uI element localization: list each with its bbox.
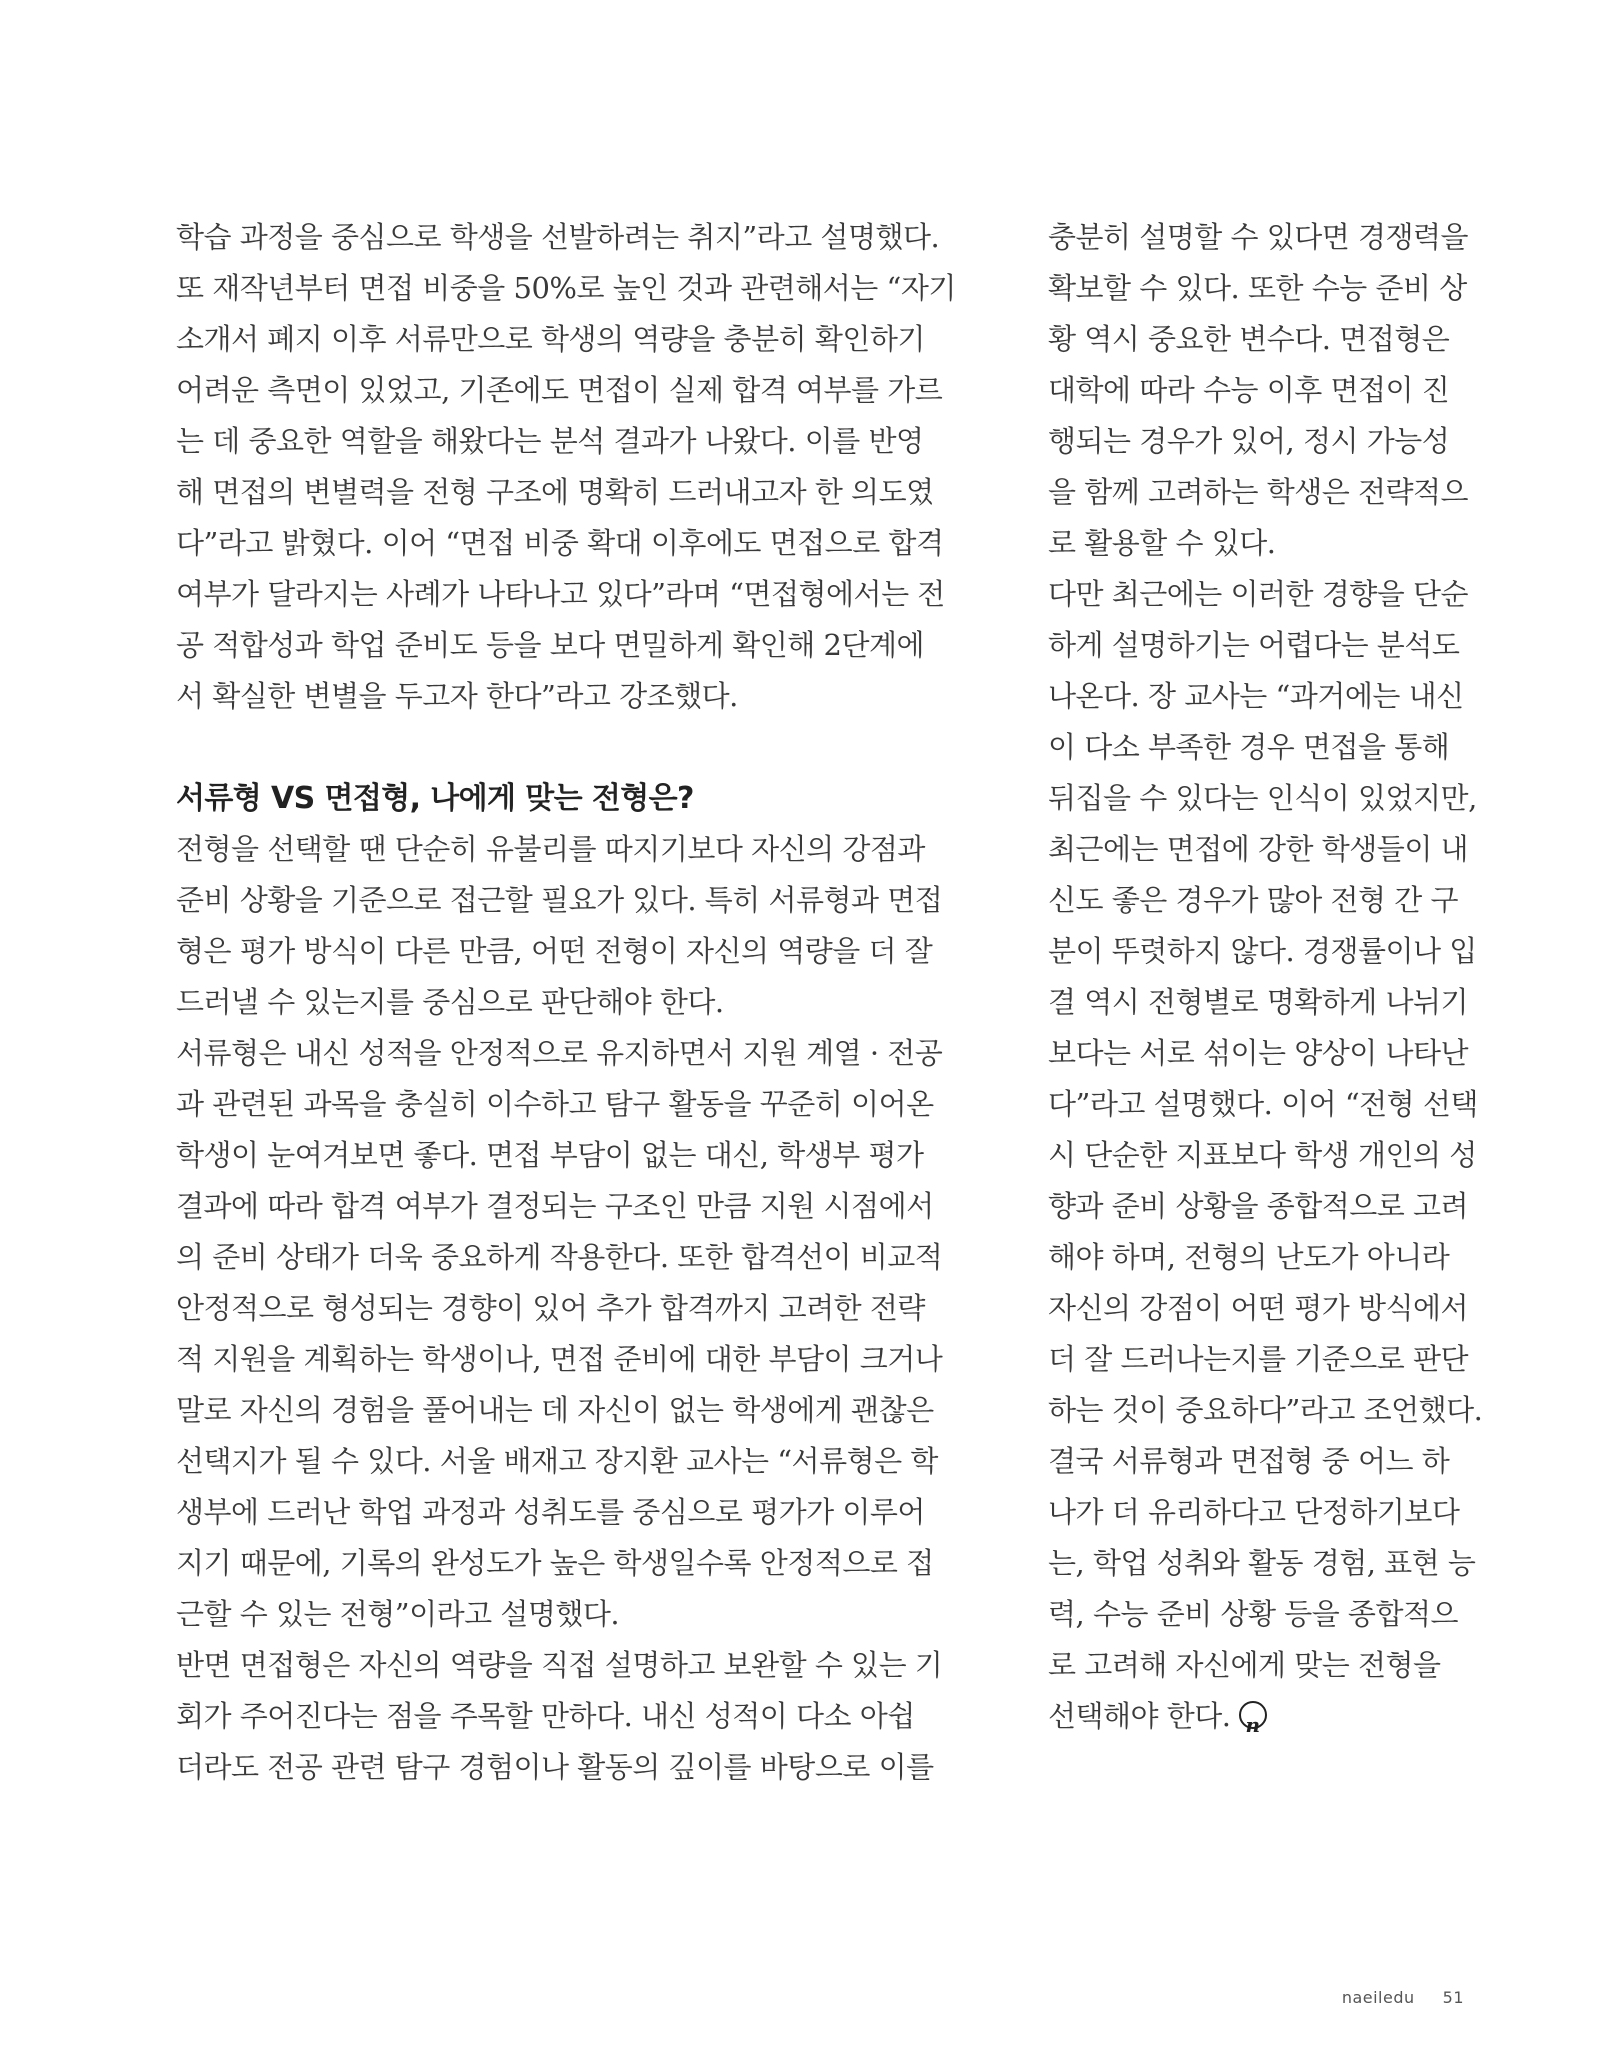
text-line: 학생이 눈여겨보면 좋다. 면접 부담이 없는 대신, 학생부 평가 [176, 1138, 924, 1172]
text-line: 나가 더 유리하다고 단정하기보다 [1048, 1495, 1460, 1529]
text-line: 결 역시 전형별로 명확하게 나뉘기 [1048, 985, 1469, 1019]
text-line: 안정적으로 형성되는 경향이 있어 추가 합격까지 고려한 전략 [176, 1291, 925, 1325]
text-line: 의 준비 상태가 더욱 중요하게 작용한다. 또한 합격선이 비교적 [176, 1240, 943, 1274]
text-line: 확보할 수 있다. 또한 수능 준비 상 [1048, 271, 1467, 305]
text-line: 최근에는 면접에 강한 학생들이 내 [1048, 832, 1469, 866]
text-line: 여부가 달라지는 사례가 나타나고 있다”라며 “면접형에서는 전 [176, 577, 945, 611]
right-para-3 [1048, 1436, 1476, 1742]
text-line: 전형을 선택할 땐 단순히 유불리를 따지기보다 자신의 강점과 [176, 832, 925, 866]
paragraph-gap [176, 722, 920, 773]
text-line: 더라도 전공 관련 탐구 경험이나 활동의 깊이를 바탕으로 이를 [176, 1750, 934, 1784]
magazine-name: naeiledu [1341, 1988, 1415, 2007]
text-line: 는, 학업 성취와 활동 경험, 표현 능 [1048, 1546, 1476, 1580]
text-line: 분이 뚜렷하지 않다. 경쟁률이나 입 [1048, 934, 1477, 968]
right-para-2 [1048, 569, 1483, 1436]
text-line: 형은 평가 방식이 다른 만큼, 어떤 전형이 자신의 역량을 더 잘 [176, 934, 933, 968]
text-line: 충분히 설명할 수 있다면 경쟁력을 [1048, 220, 1469, 254]
text-line: 다”라고 밝혔다. 이어 “면접 비중 확대 이후에도 면접으로 합격 [176, 526, 944, 560]
left-para-4 [176, 1640, 943, 1793]
text-line: 해 면접의 변별력을 전형 구조에 명확히 드러내고자 한 의도였 [176, 475, 934, 509]
text-line: 로 고려해 자신에게 맞는 전형을 [1048, 1648, 1441, 1682]
page-number: 51 [1442, 1988, 1464, 2007]
text-line: 결국 서류형과 면접형 중 어느 하 [1048, 1444, 1450, 1478]
text-line: 결과에 따라 합격 여부가 결정되는 구조인 만큼 지원 시점에서 [176, 1189, 934, 1223]
text-line: 보다는 서로 섞이는 양상이 나타난 [1048, 1036, 1469, 1070]
text-line: 대학에 따라 수능 이후 면접이 진 [1048, 373, 1450, 407]
text-line: 력, 수능 준비 상황 등을 종합적으 [1048, 1597, 1458, 1631]
section-heading: 서류형 VS 면접형, 나에게 맞는 전형은? [176, 781, 694, 816]
text-line: 선택지가 될 수 있다. 서울 배재고 장지환 교사는 “서류형은 학 [176, 1444, 938, 1478]
page-footer [1342, 1988, 1464, 2007]
right-para-1 [1048, 212, 1469, 569]
text-line: 황 역시 중요한 변수다. 면접형은 [1048, 322, 1450, 356]
text-line: 학습 과정을 중심으로 학생을 선발하려는 취지”라고 설명했다. [176, 220, 940, 254]
text-line: 다만 최근에는 이러한 경향을 단순 [1048, 577, 1469, 611]
text-line: 회가 주어진다는 점을 주목할 만하다. 내신 성적이 다소 아쉽 [176, 1699, 915, 1733]
text-line: 뒤집을 수 있다는 인식이 있었지만, [1048, 781, 1477, 815]
text-line: 또 재작년부터 면접 비중을 50%로 높인 것과 관련해서는 “자기 [176, 271, 956, 305]
text-line: 향과 준비 상황을 종합적으로 고려 [1048, 1189, 1469, 1223]
left-para-1 [176, 212, 956, 722]
text-line: 이 다소 부족한 경우 면접을 통해 [1048, 730, 1450, 764]
text-line: 자신의 강점이 어떤 평가 방식에서 [1048, 1291, 1469, 1325]
text-line: 반면 면접형은 자신의 역량을 직접 설명하고 보완할 수 있는 기 [176, 1648, 943, 1682]
text-line: 어려운 측면이 있었고, 기존에도 면접이 실제 합격 여부를 가르 [176, 373, 943, 407]
text-line: 소개서 폐지 이후 서류만으로 학생의 역량을 충분히 확인하기 [176, 322, 925, 356]
text-line: 나온다. 장 교사는 “과거에는 내신 [1048, 679, 1464, 713]
text-line: 로 활용할 수 있다. [1048, 526, 1276, 560]
text-line: 시 단순한 지표보다 학생 개인의 성 [1048, 1138, 1477, 1172]
last-line-text: 선택해야 한다. [1048, 1699, 1231, 1733]
left-column [176, 212, 956, 1793]
text-line: 과 관련된 과목을 충실히 이수하고 탐구 활동을 꾸준히 이어온 [176, 1087, 934, 1121]
text-line: 지기 때문에, 기록의 완성도가 높은 학생일수록 안정적으로 접 [176, 1546, 934, 1580]
text-line: 준비 상황을 기준으로 접근할 필요가 있다. 특히 서류형과 면접 [176, 883, 943, 917]
left-para-2 [176, 824, 943, 1028]
text-line-last [1048, 1691, 1464, 1742]
text-line: 서 확실한 변별을 두고자 한다”라고 강조했다. [176, 679, 738, 713]
text-line: 더 잘 드러나는지를 기준으로 판단 [1048, 1342, 1469, 1376]
text-line: 생부에 드러난 학업 과정과 성취도를 중심으로 평가가 이루어 [176, 1495, 925, 1529]
naeil-end-mark-icon [1239, 1701, 1267, 1729]
text-line: 하는 것이 중요하다”라고 조언했다. [1048, 1393, 1483, 1427]
right-column [1048, 212, 1483, 1742]
text-line: 서류형은 내신 성적을 안정적으로 유지하면서 지원 계열 · 전공 [176, 1036, 943, 1070]
text-line: 적 지원을 계획하는 학생이나, 면접 준비에 대한 부담이 크거나 [176, 1342, 943, 1376]
text-line: 말로 자신의 경험을 풀어내는 데 자신이 없는 학생에게 괜찮은 [176, 1393, 934, 1427]
text-line: 공 적합성과 학업 준비도 등을 보다 면밀하게 확인해 2단계에 [176, 628, 925, 662]
text-line: 다”라고 설명했다. 이어 “전형 선택 [1048, 1087, 1478, 1121]
text-line: 을 함께 고려하는 학생은 전략적으 [1048, 475, 1469, 509]
left-para-3 [176, 1028, 943, 1640]
text-line: 근할 수 있는 전형”이라고 설명했다. [176, 1597, 620, 1631]
text-line: 드러낼 수 있는지를 중심으로 판단해야 한다. [176, 985, 724, 1019]
text-line: 행되는 경우가 있어, 정시 가능성 [1048, 424, 1450, 458]
text-line: 하게 설명하기는 어렵다는 분석도 [1048, 628, 1460, 662]
text-line: 는 데 중요한 역할을 해왔다는 분석 결과가 나왔다. 이를 반영 [176, 424, 924, 458]
text-line: 신도 좋은 경우가 많아 전형 간 구 [1048, 883, 1458, 917]
text-line: 해야 하며, 전형의 난도가 아니라 [1048, 1240, 1450, 1274]
